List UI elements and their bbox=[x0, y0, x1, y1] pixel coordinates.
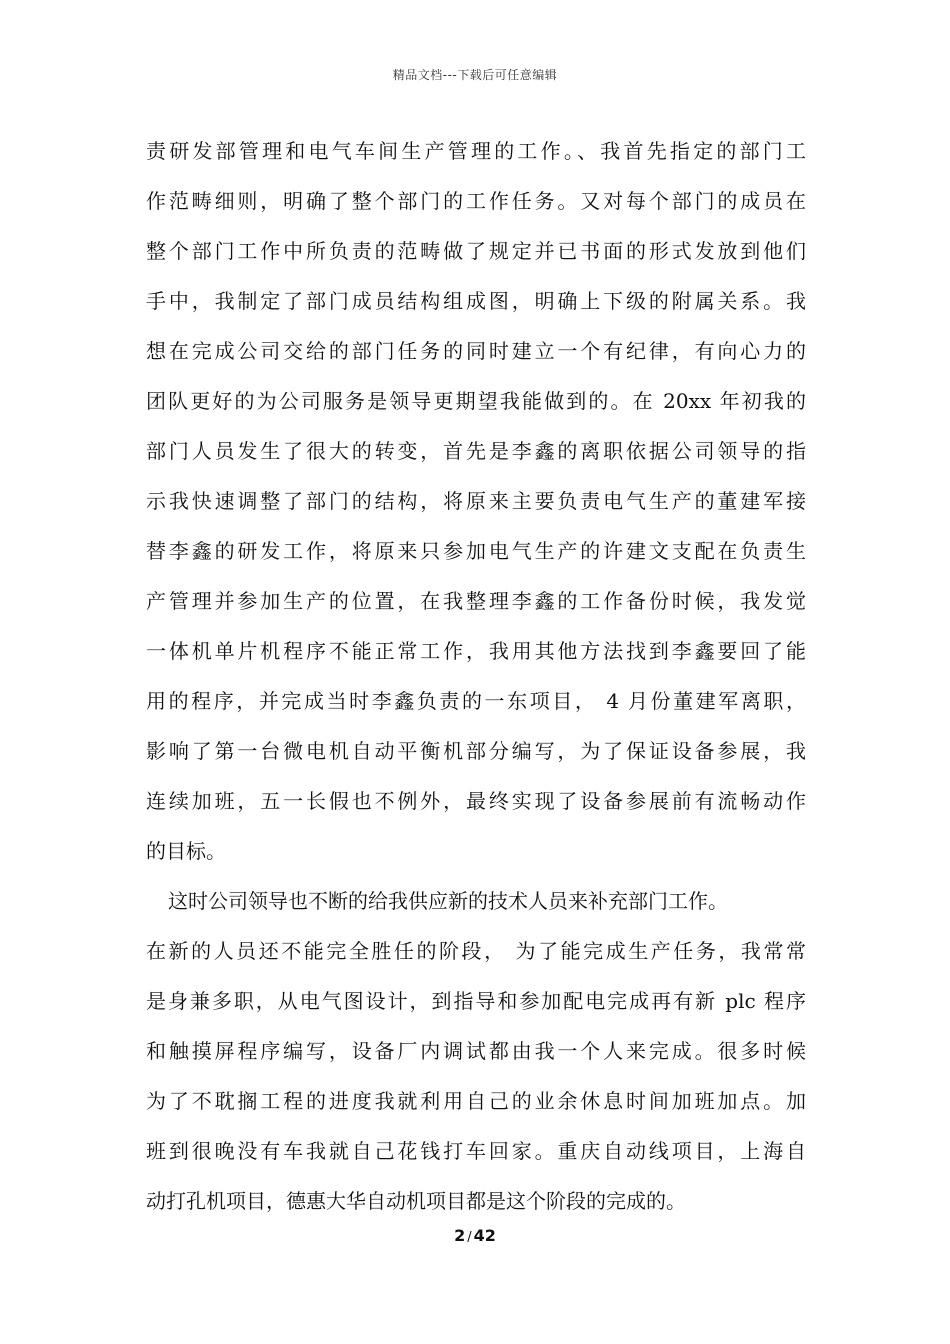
text-line: 动打孔机项目，德惠大华自动机项目都是这个阶段的完成的。 bbox=[146, 1189, 686, 1213]
text-line: 用的程序，并完成当时李鑫负责的一东项目， 4 月份董建军离职， bbox=[146, 689, 806, 713]
text-line: 整个部门工作中所负责的范畴做了规定并已书面的形式发放到他们 bbox=[146, 239, 806, 263]
text-line: 部门人员发生了很大的转变，首先是李鑫的离职依据公司领导的指 bbox=[146, 439, 806, 463]
text-line: 影响了第一台微电机自动平衡机部分编写，为了保证设备参展，我 bbox=[146, 739, 806, 763]
text-line: 这时公司领导也不断的给我供应新的技术人员来补充部门工作。 bbox=[168, 889, 728, 913]
text-line: 示我快速调整了部门的结构，将原来主要负责电气生产的董建军接 bbox=[146, 489, 806, 513]
text-line: 团队更好的为公司服务是领导更期望我能做到的。在 20xx 年初我的 bbox=[146, 389, 806, 413]
paragraph-1 bbox=[146, 126, 806, 876]
text-line: 在新的人员还不能完全胜任的阶段， 为了能完成生产任务，我常常 bbox=[146, 939, 806, 963]
text-line: 一体机单片机程序不能正常工作，我用其他方法找到李鑫要回了能 bbox=[146, 639, 806, 663]
text-line: 为了不耽搁工程的进度我就利用自己的业余休息时间加班加点。加 bbox=[146, 1089, 806, 1113]
page-footer bbox=[0, 1226, 950, 1245]
text-line: 替李鑫的研发工作，将原来只参加电气生产的许建文支配在负责生 bbox=[146, 539, 806, 563]
current-page-number: 2 bbox=[454, 1226, 466, 1245]
paragraph-2 bbox=[146, 876, 806, 1226]
text-line: 是身兼多职，从电气图设计，到指导和参加配电完成再有新 plc 程序 bbox=[146, 989, 806, 1013]
text-line: 和触摸屏程序编写，设备厂内调试都由我一个人来完成。很多时候 bbox=[146, 1039, 806, 1063]
text-line: 产管理并参加生产的位置，在我整理李鑫的工作备份时候，我发觉 bbox=[146, 589, 806, 613]
text-line: 连续加班，五一长假也不例外，最终实现了设备参展前有流畅动作 bbox=[146, 789, 806, 813]
document-body bbox=[146, 126, 806, 1226]
text-line: 想在完成公司交给的部门任务的同时建立一个有纪律，有向心力的 bbox=[146, 339, 806, 363]
page-header: 精品文档---下载后可任意编辑 bbox=[392, 68, 558, 82]
text-line: 责研发部管理和电气车间生产管理的工作。、我首先指定的部门工 bbox=[146, 139, 806, 163]
text-line: 手中，我制定了部门成员结构组成图，明确上下级的附属关系。我 bbox=[146, 289, 806, 313]
text-line: 的目标。 bbox=[146, 839, 226, 863]
page-separator: / bbox=[467, 1230, 472, 1245]
total-pages-number: 42 bbox=[473, 1226, 496, 1245]
text-line: 班到很晚没有车我就自己花钱打车回家。重庆自动线项目，上海自 bbox=[146, 1139, 806, 1163]
text-line: 作范畴细则，明确了整个部门的工作任务。又对每个部门的成员在 bbox=[146, 189, 806, 213]
